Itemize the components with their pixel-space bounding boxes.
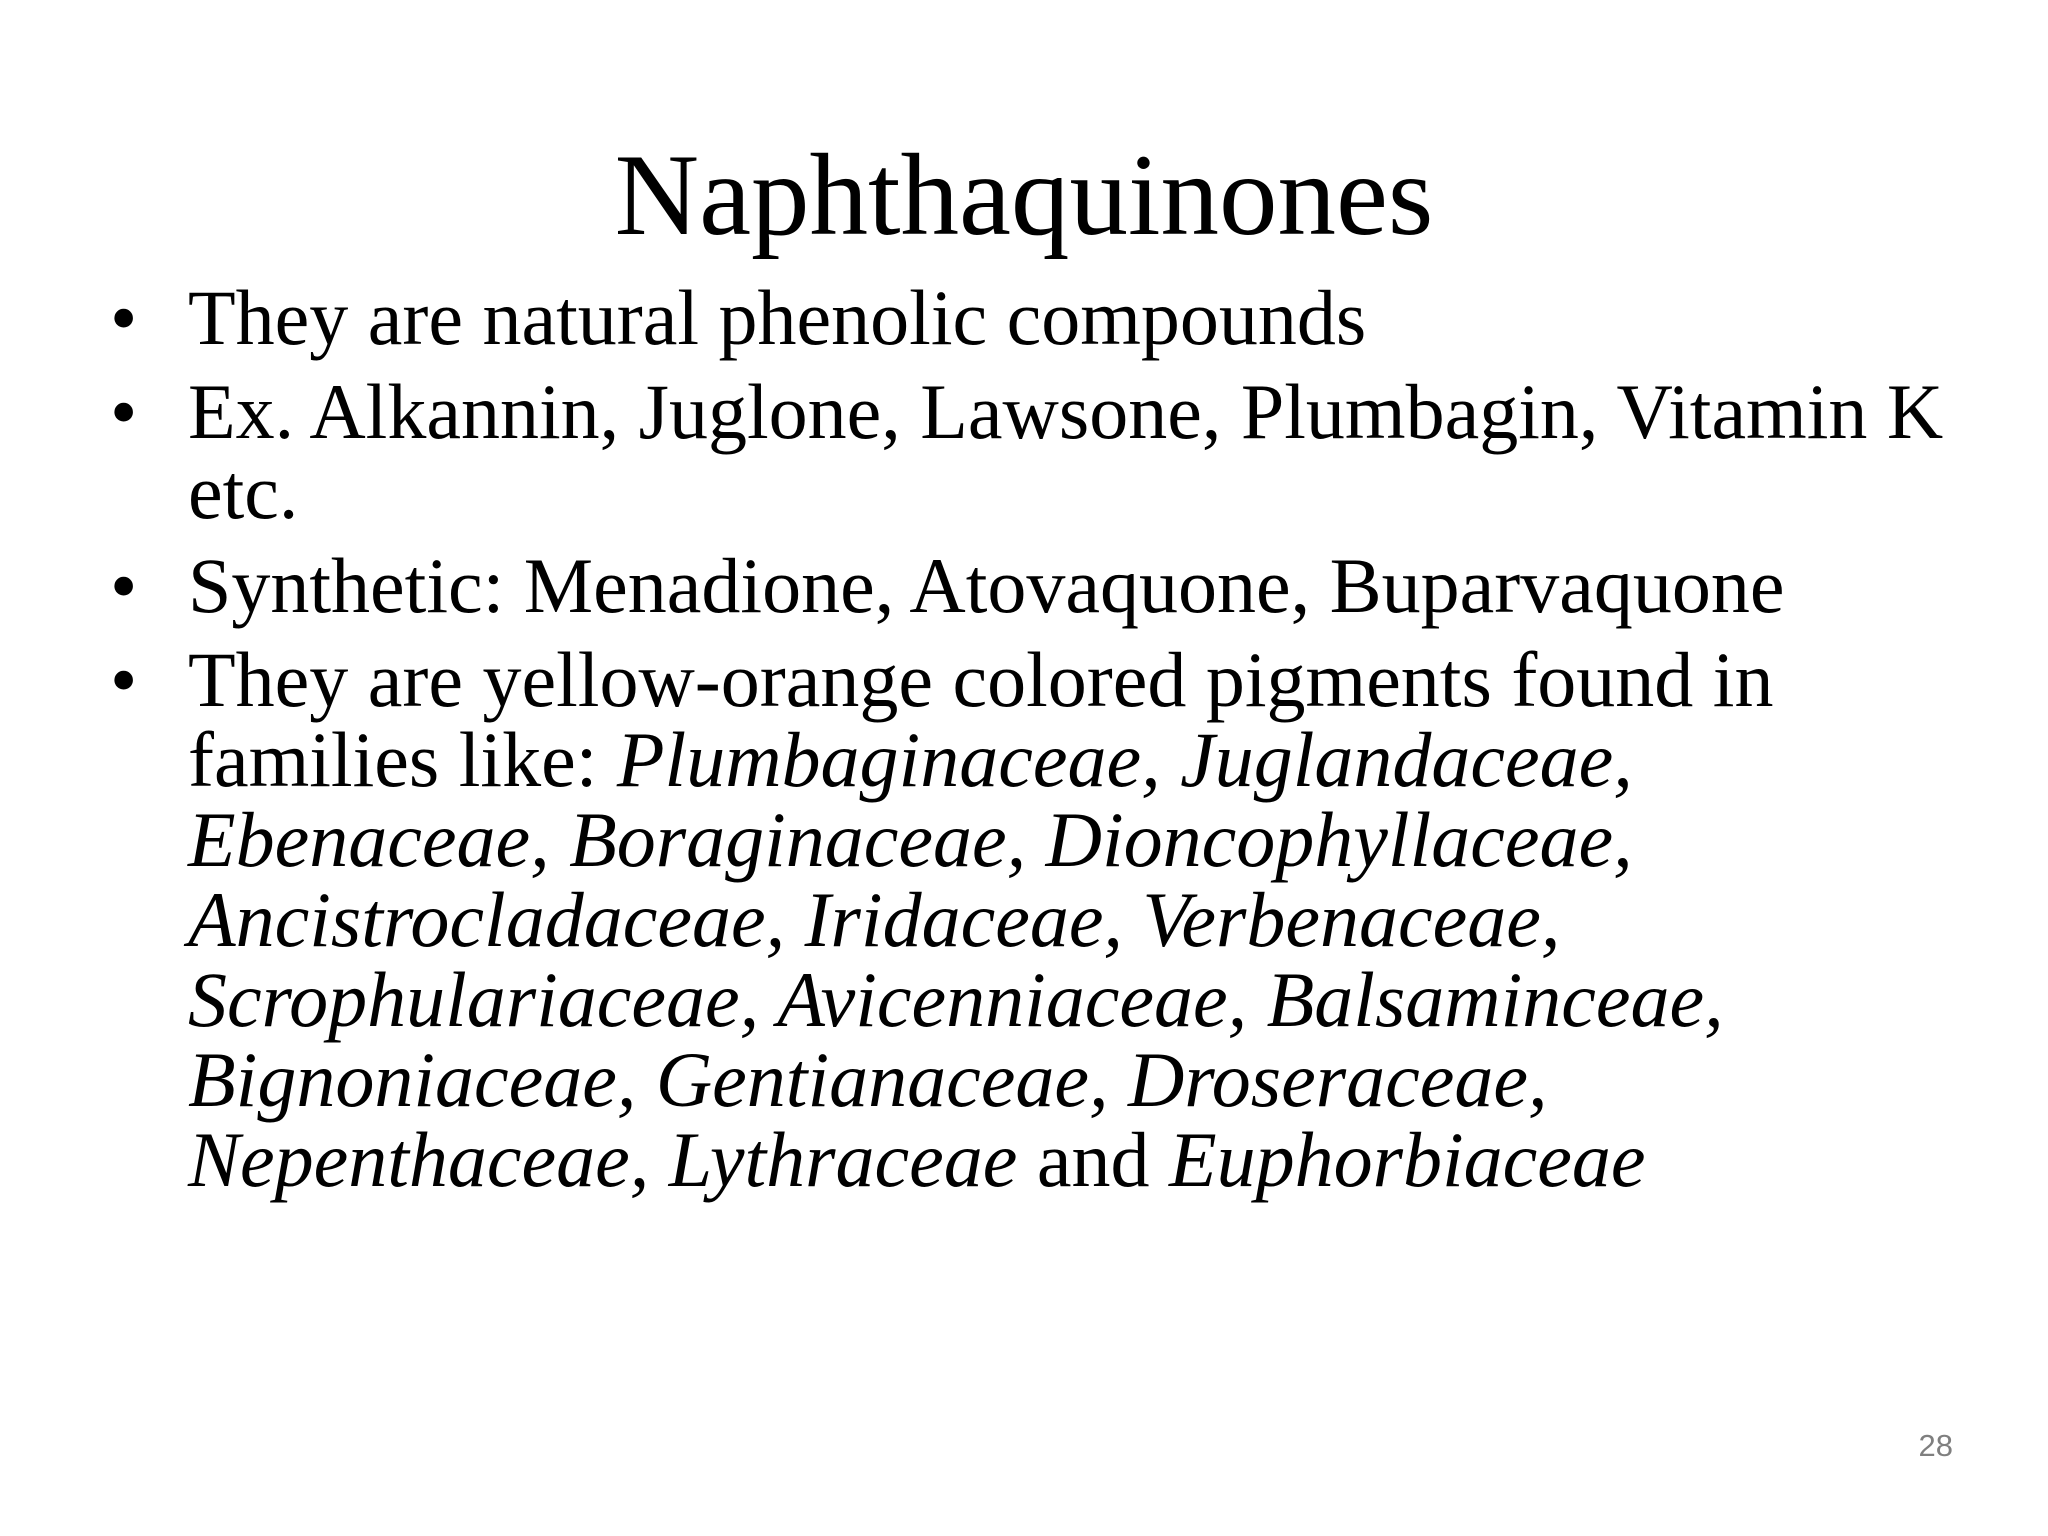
- bullet-icon: •: [110, 368, 138, 455]
- bullet-text: Synthetic: Menadione, Atovaquone, Buparvaquone: [188, 542, 1785, 629]
- page-number: 28: [1918, 1428, 1953, 1463]
- list-item: [110, 542, 1990, 629]
- bullet-icon: •: [110, 542, 138, 629]
- bullet-text-intro: They are yellow-orange colored pigments found in families like:: [188, 636, 1774, 803]
- bullet-icon: •: [110, 636, 138, 723]
- bullet-text-connector: and: [1017, 1116, 1169, 1203]
- family-list-italic: Plumbaginaceae, Juglandaceae, Ebenaceae, Boraginaceae, Dioncophyllaceae, Ancistrocladaceae, Iridaceae, Verbenaceae, Scrophulariaceae, Avicenniaceae, Balsaminceae, Bignoniaceae, Gentianaceae, Droseraceae, Nepenthaceae, Lythraceae: [188, 716, 1724, 1203]
- bullet-text: Ex. Alkannin, Juglone, Lawsone, Plumbagin, Vitamin K etc.: [188, 368, 1944, 535]
- slide-title: Naphthaquinones: [614, 131, 1434, 260]
- bullet-list: [110, 274, 1990, 1214]
- family-last-italic: Euphorbiaceae: [1168, 1116, 1646, 1203]
- list-item: [110, 274, 1990, 361]
- list-item: [110, 636, 1990, 1203]
- list-item: [110, 368, 1990, 535]
- bullet-icon: •: [110, 274, 138, 361]
- bullet-text: They are natural phenolic compounds: [188, 274, 1367, 361]
